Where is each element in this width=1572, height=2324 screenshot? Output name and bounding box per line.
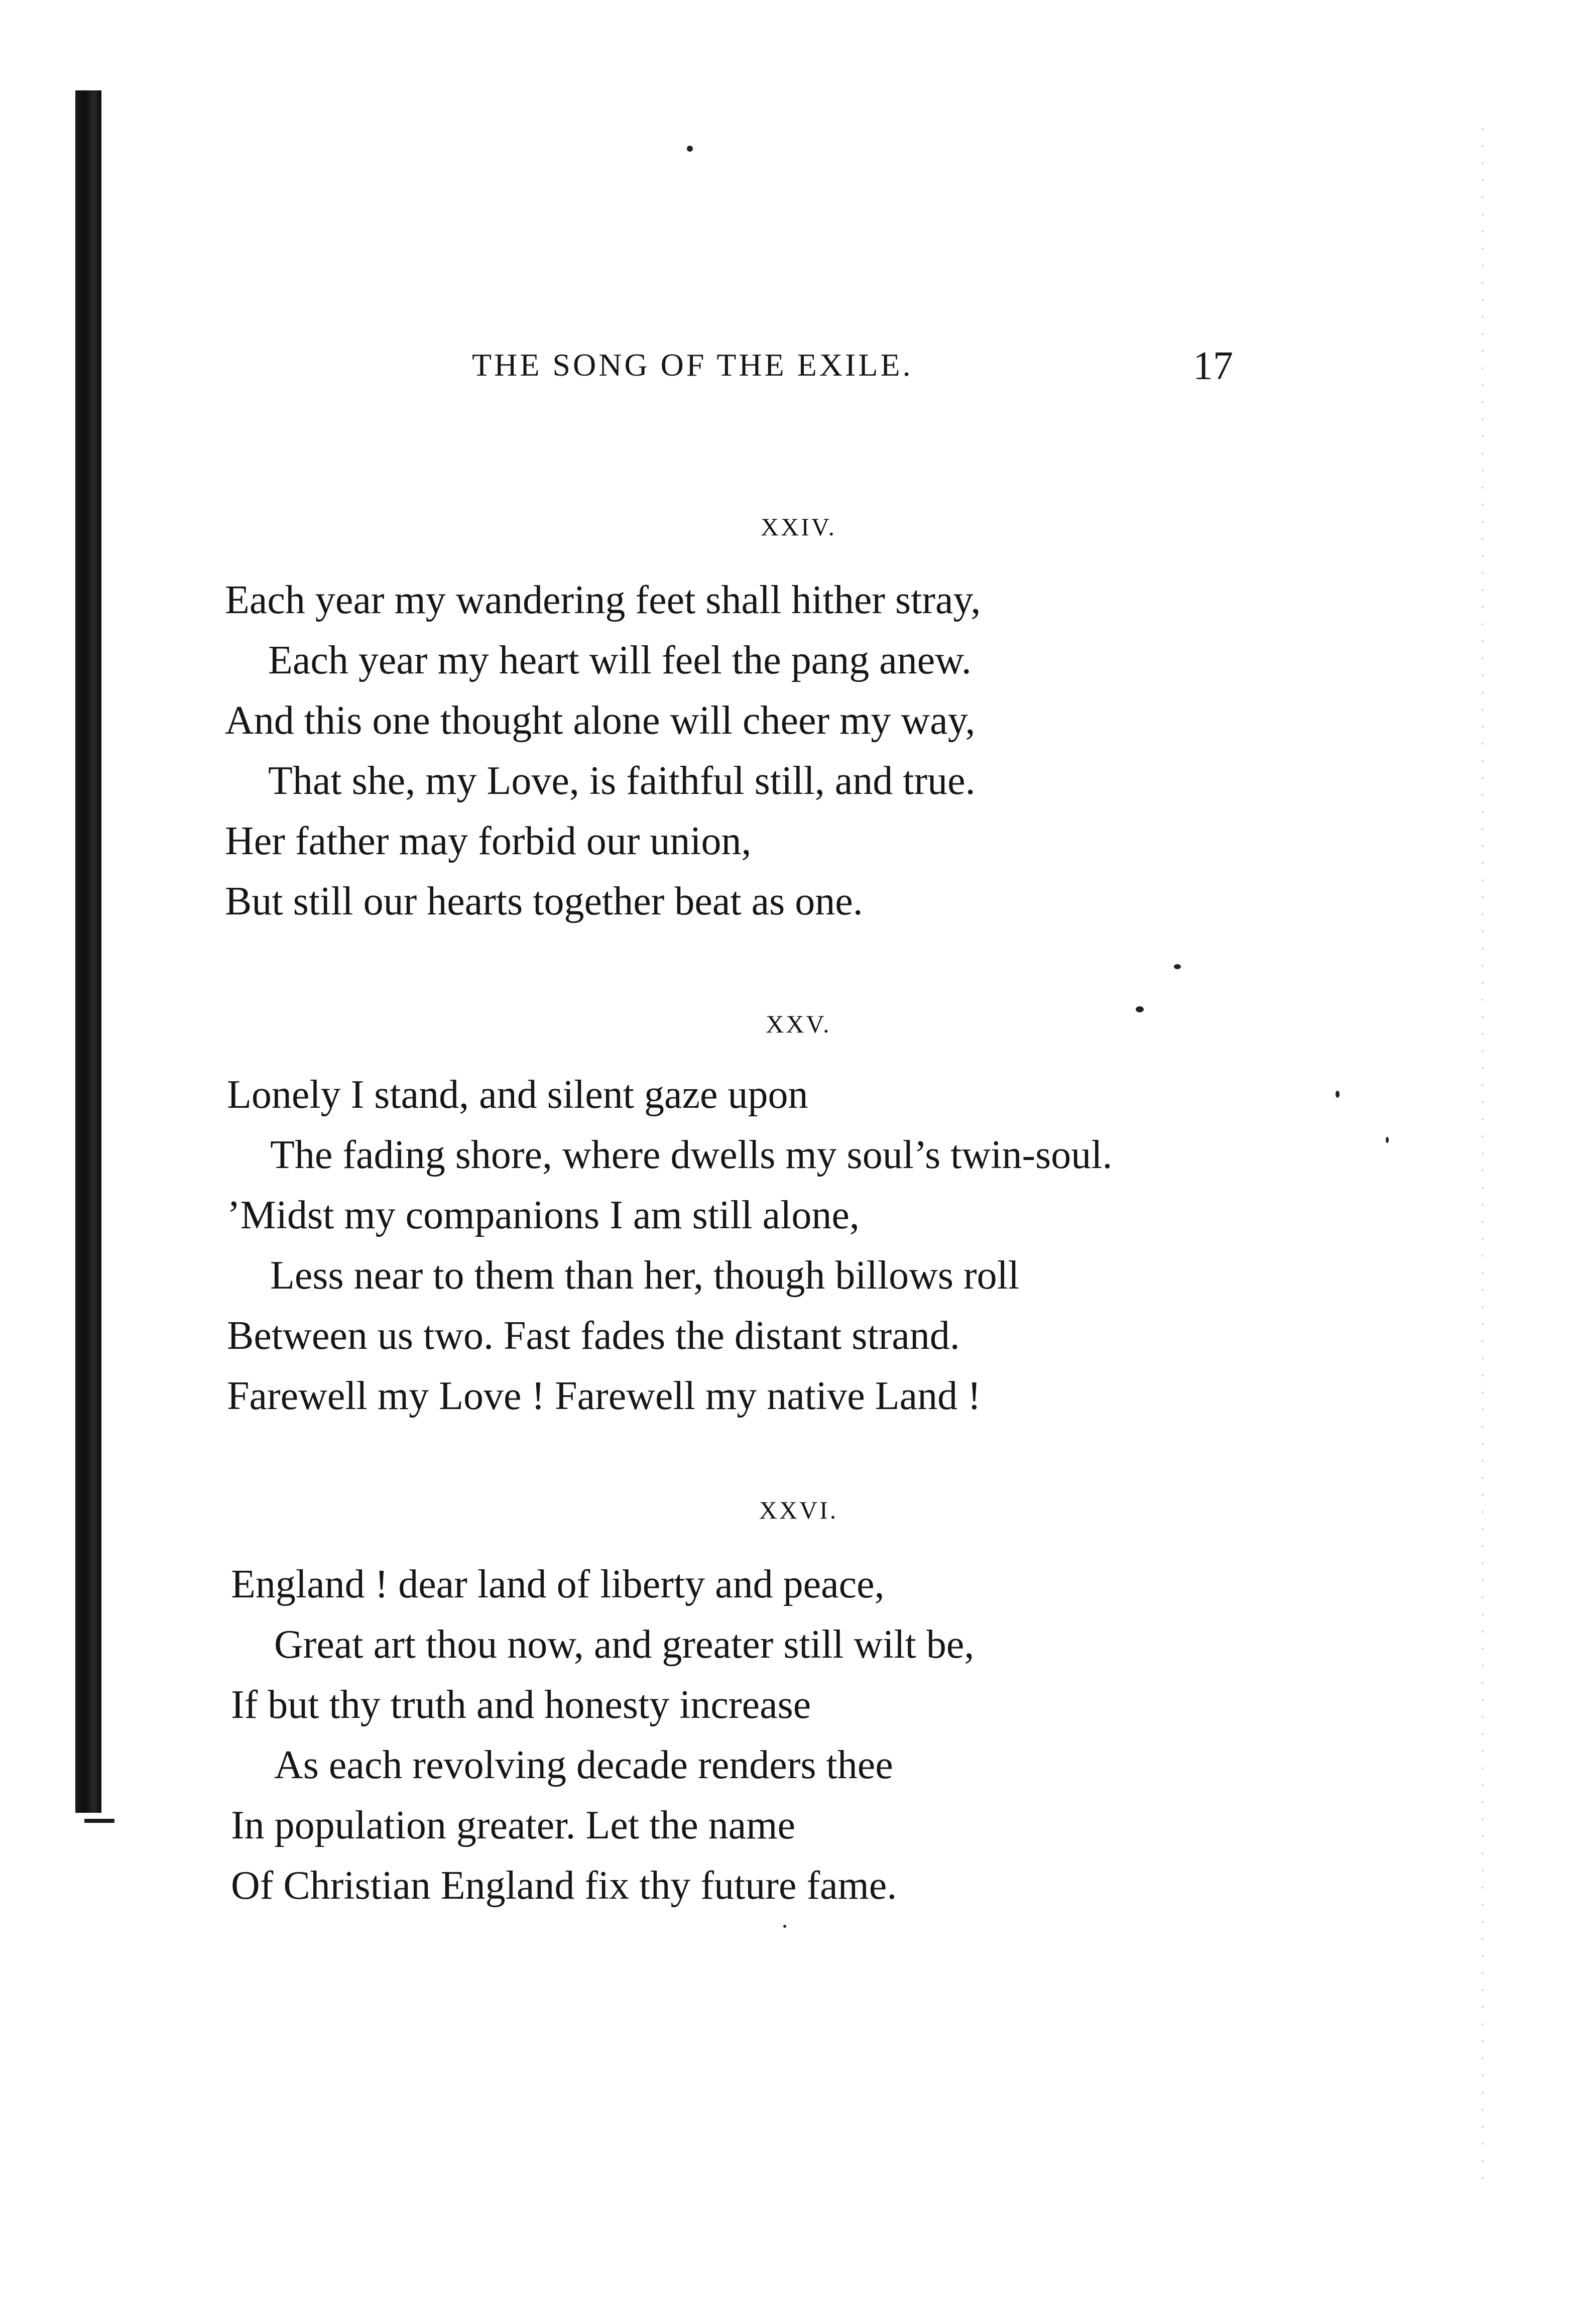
binding-tick: [84, 1819, 114, 1823]
verse-line: If but thy truth and honesty increase: [231, 1683, 811, 1727]
stanza-number: XXV.: [766, 1010, 831, 1038]
right-margin-speckle: [1481, 121, 1484, 2179]
verse-line: Between us two. Fast fades the distant strand.: [227, 1314, 960, 1358]
verse-line: Lonely I stand, and silent gaze upon: [227, 1073, 808, 1117]
verse-line: And this one thought alone will cheer my way,: [225, 699, 976, 743]
verse-line: Great art thou now, and greater still wilt be,: [274, 1622, 975, 1667]
verse-line: That she, my Love, is faithful still, and true.: [268, 759, 976, 803]
stanza-number: XXIV.: [760, 513, 837, 541]
verse-line: The fading shore, where dwells my soul’s twin-soul.: [270, 1133, 1113, 1177]
verse-line: Less near to them than her, though billows roll: [270, 1253, 1020, 1298]
verse-line: But still our hearts together beat as one.: [225, 879, 863, 923]
verse-line: In population greater. Let the name: [231, 1803, 796, 1847]
page-number: 17: [1193, 344, 1233, 388]
running-head: [0, 346, 1572, 392]
verse-line: Farewell my Love ! Farewell my native Land !: [227, 1374, 981, 1418]
verse-line: England ! dear land of liberty and peace,: [231, 1562, 885, 1606]
stanza: [225, 570, 981, 932]
verse-line: Each year my wandering feet shall hither stray,: [225, 578, 981, 622]
verse-line: Her father may forbid our union,: [225, 819, 752, 863]
running-title: THE SONG OF THE EXILE.: [472, 347, 913, 383]
stanza: [227, 1065, 1113, 1426]
verse-line: Of Christian England fix thy future fame.: [231, 1864, 897, 1908]
verse-line: Each year my heart will feel the pang anew.: [268, 638, 972, 682]
verse-line: As each revolving decade renders thee: [274, 1743, 893, 1787]
verse-line: ’Midst my companions I am still alone,: [227, 1193, 860, 1237]
stanza: [231, 1554, 974, 1916]
stanza-number: XXVI.: [759, 1496, 838, 1524]
